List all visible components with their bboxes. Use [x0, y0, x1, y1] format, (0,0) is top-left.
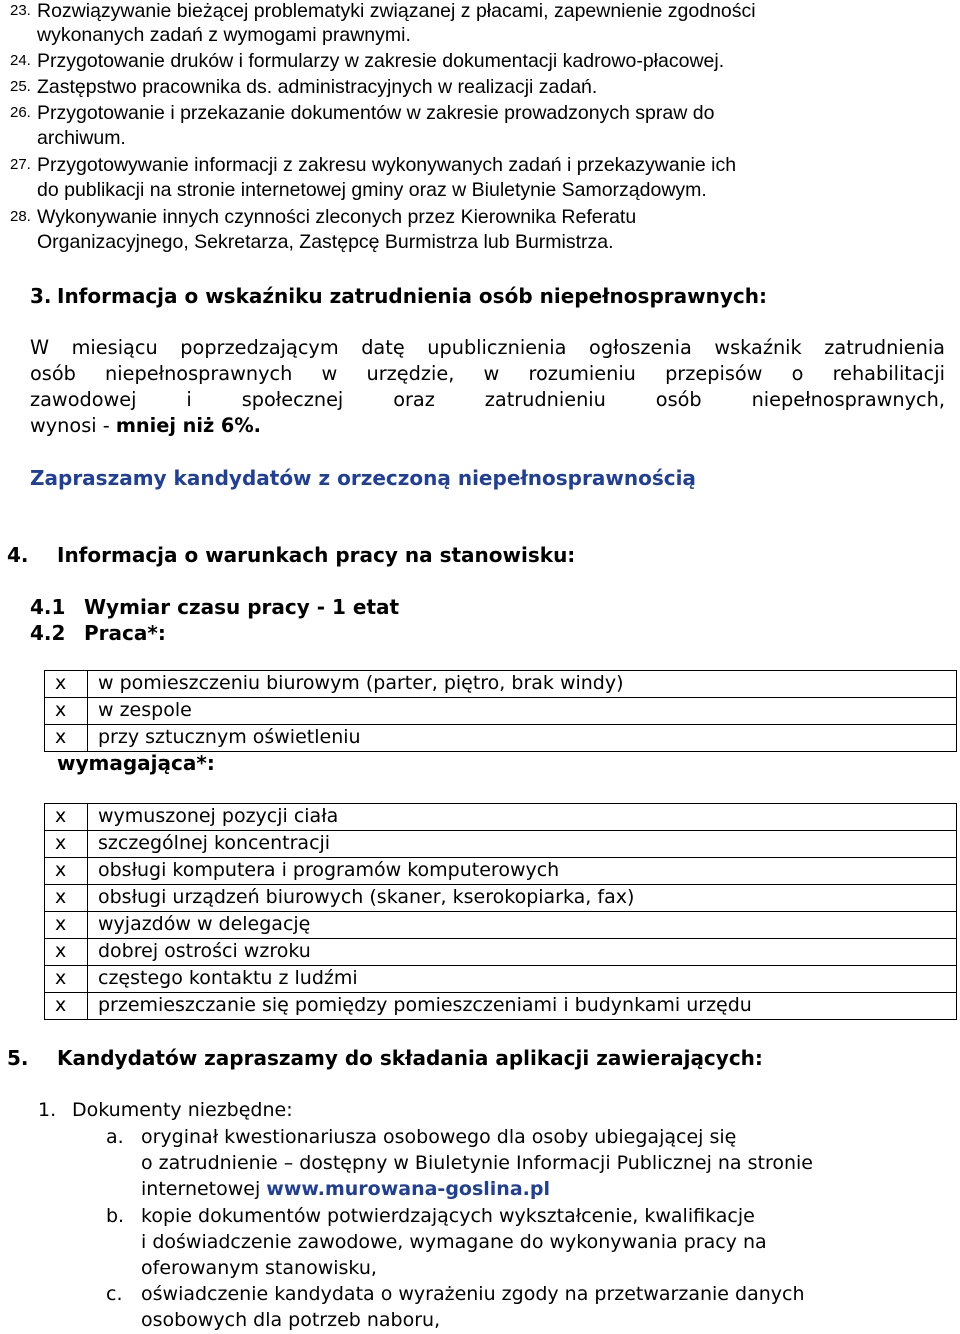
task-text: Przygotowywanie informacji z zakresu wykonywanych zadań i przekazywanie ich	[37, 154, 737, 176]
task-number: 26.	[10, 104, 31, 121]
disability-invite: Zapraszamy kandydatów z orzeczoną niepełnosprawnością	[30, 466, 696, 490]
requirement-text: dobrej ostrości wzroku	[88, 939, 957, 966]
table-row	[45, 725, 957, 752]
task-text: Zastępstwo pracownika ds. administracyjnych w realizacji zadań.	[37, 76, 598, 98]
checkbox-mark: x	[45, 671, 88, 698]
doc-a-text: o zatrudnienie – dostępny w Biuletynie Informacji Publicznej na stronie	[141, 1152, 813, 1174]
requirement-text: wymuszonej pozycji ciała	[88, 804, 957, 831]
section-3-title: Informacja o wskaźniku zatrudnienia osób niepełnosprawnych:	[57, 284, 767, 308]
checkbox-mark: x	[45, 885, 88, 912]
disability-rate-prefix: wynosi -	[30, 414, 116, 437]
condition-text: w pomieszczeniu biurowym (parter, piętro, brak windy)	[88, 671, 957, 698]
disability-rate-value: mniej niż 6%.	[115, 414, 261, 437]
doc-a-letter: a.	[106, 1126, 124, 1148]
table-row	[45, 912, 957, 939]
doc-a-text: oryginał kwestionariusza osobowego dla osoby ubiegającej się	[141, 1126, 737, 1148]
task-number: 28.	[10, 208, 31, 225]
table-row	[45, 858, 957, 885]
checkbox-mark: x	[45, 804, 88, 831]
checkbox-mark: x	[45, 966, 88, 993]
requiring-label: wymagająca*:	[57, 751, 215, 775]
task-number: 23.	[10, 2, 31, 19]
requirement-text: częstego kontaktu z ludźmi	[88, 966, 957, 993]
condition-text: przy sztucznym oświetleniu	[88, 725, 957, 752]
requirement-text: obsługi urządzeń biurowych (skaner, kserokopiarka, fax)	[88, 885, 957, 912]
task-text: archiwum.	[37, 127, 126, 149]
table-row	[45, 885, 957, 912]
condition-text: w zespole	[88, 698, 957, 725]
checkbox-mark: x	[45, 993, 88, 1020]
doc-c-text: osobowych dla potrzeb naboru,	[141, 1309, 441, 1331]
disability-paragraph-line: W miesiącu poprzedzającym datę upublicznienia ogłoszenia wskaźnik zatrudnienia	[30, 336, 945, 359]
doc-b-letter: b.	[106, 1205, 125, 1227]
checkbox-mark: x	[45, 831, 88, 858]
disability-paragraph-line: osób niepełnosprawnych w urzędzie, w rozumieniu przepisów o rehabilitacji	[30, 362, 945, 385]
table-row	[45, 698, 957, 725]
disability-rate-line	[30, 414, 261, 437]
table-row	[45, 831, 957, 858]
website-link[interactable]: www.murowana-goslina.pl	[266, 1178, 550, 1200]
checkbox-mark: x	[45, 912, 88, 939]
task-number: 24.	[10, 52, 31, 69]
checkbox-mark: x	[45, 698, 88, 725]
checkbox-mark: x	[45, 725, 88, 752]
doc-b-text: oferowanym stanowisku,	[141, 1257, 377, 1279]
doc-a-text-last	[141, 1178, 550, 1200]
working-time: Wymiar czasu pracy - 1 etat	[84, 595, 400, 619]
doc-c-letter: c.	[106, 1283, 123, 1305]
task-text: Organizacyjnego, Sekretarza, Zastępcę Burmistrza lub Burmistrza.	[37, 231, 614, 253]
section-4-title: Informacja o warunkach pracy na stanowisku:	[57, 543, 576, 567]
table-row	[45, 993, 957, 1020]
requirement-text: szczególnej koncentracji	[88, 831, 957, 858]
checkbox-mark: x	[45, 858, 88, 885]
task-number: 27.	[10, 156, 31, 173]
doc-a-prefix: internetowej	[141, 1178, 267, 1200]
task-text: do publikacji na stronie internetowej gminy oraz w Biuletynie Samorządowym.	[37, 179, 707, 201]
task-text: Przygotowanie druków i formularzy w zakresie dokumentacji kadrowo-płacowej.	[37, 50, 725, 72]
task-text: Wykonywanie innych czynności zleconych przez Kierownika Referatu	[37, 206, 637, 228]
requirement-text: przemieszczanie się pomiędzy pomieszczeniami i budynkami urzędu	[88, 993, 957, 1020]
table-row	[45, 966, 957, 993]
requirement-text: wyjazdów w delegację	[88, 912, 957, 939]
doc-b-text: kopie dokumentów potwierdzających wykształcenie, kwalifikacje	[141, 1205, 755, 1227]
requirement-text: obsługi komputera i programów komputerowych	[88, 858, 957, 885]
doc-b-text: i doświadczenie zawodowe, wymagane do wykonywania pracy na	[141, 1231, 767, 1253]
section-5-number: 5.	[7, 1046, 29, 1070]
work-conditions-table	[44, 670, 957, 752]
task-text: Przygotowanie i przekazanie dokumentów w zakresie prowadzonych spraw do	[37, 102, 715, 124]
documents-list-number: 1.	[38, 1099, 57, 1121]
disability-paragraph-line: zawodowej i społecznej oraz zatrudnieniu osób niepełnosprawnych,	[30, 388, 945, 411]
table-row	[45, 671, 957, 698]
task-text: Rozwiązywanie bieżącej problematyki związanej z płacami, zapewnienie zgodności	[37, 0, 756, 22]
table-row	[45, 804, 957, 831]
task-number: 25.	[10, 78, 31, 95]
work-type-label: Praca*:	[84, 621, 166, 645]
task-text: wykonanych zadań z wymogami prawnymi.	[37, 24, 411, 46]
section-3-number: 3.	[30, 284, 52, 308]
requirements-table	[44, 803, 957, 1020]
table-row	[45, 939, 957, 966]
checkbox-mark: x	[45, 939, 88, 966]
work-type-number: 4.2	[30, 621, 66, 645]
doc-c-text: oświadczenie kandydata o wyrażeniu zgody na przetwarzanie danych	[141, 1283, 805, 1305]
documents-list-title: Dokumenty niezbędne:	[72, 1099, 293, 1121]
section-5-title: Kandydatów zapraszamy do składania aplikacji zawierających:	[57, 1046, 763, 1070]
working-time-number: 4.1	[30, 595, 66, 619]
section-4-number: 4.	[7, 543, 29, 567]
